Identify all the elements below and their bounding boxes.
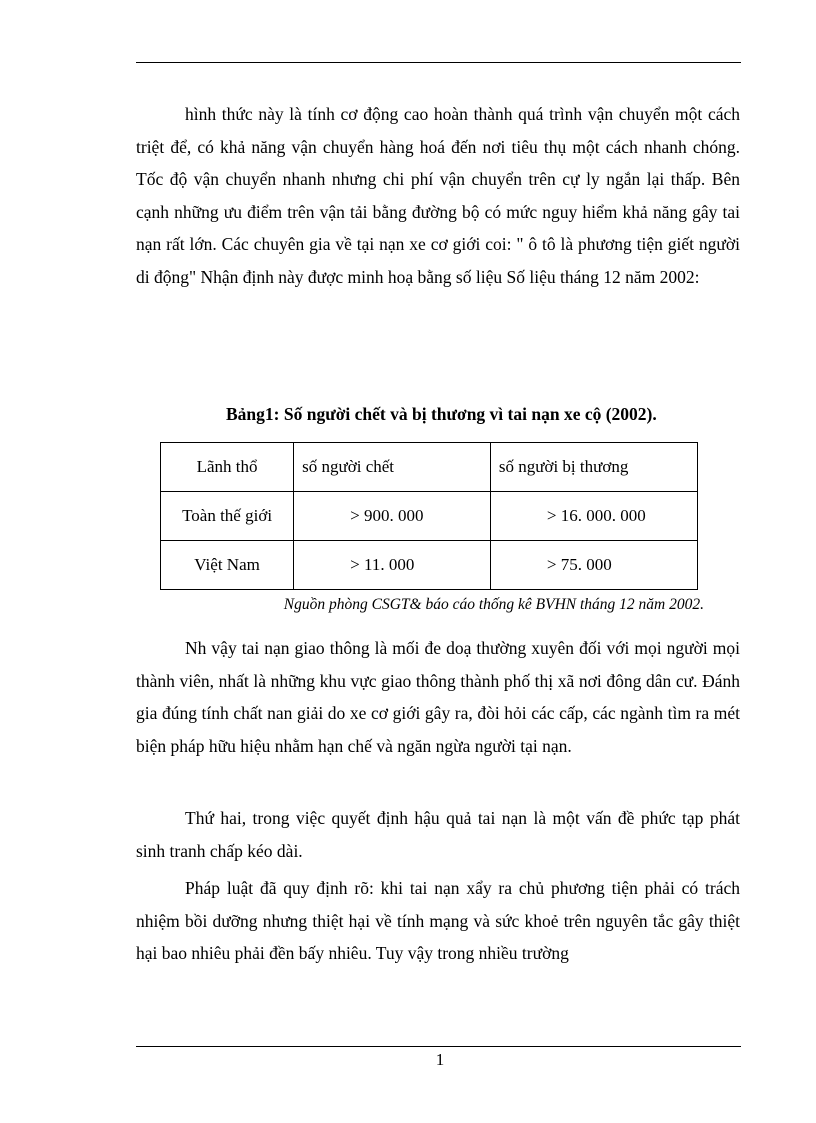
- header-rule: [136, 62, 741, 63]
- body-paragraph-3: Thứ hai, trong việc quyết định hậu quả tai nạn là một vấn đề phức tạp phát sinh tranh chấp kéo dài.: [136, 808, 740, 861]
- table-row: [161, 541, 698, 590]
- cell-injured: > 16. 000. 000: [490, 492, 697, 541]
- header-injured: số người bị thương: [490, 443, 697, 492]
- cell-injured: > 75. 000: [490, 541, 697, 590]
- cell-deaths: > 900. 000: [294, 492, 491, 541]
- footer-rule: [136, 1046, 741, 1047]
- table-row: [161, 492, 698, 541]
- accident-stats-table: [160, 442, 698, 590]
- header-territory: Lãnh thổ: [161, 443, 294, 492]
- cell-deaths: > 11. 000: [294, 541, 491, 590]
- table-source-note: Nguồn phòng CSGT& báo cáo thống kê BVHN tháng 12 năm 2002.: [283, 596, 704, 613]
- body-paragraph-2: Nh vậy tai nạn giao thông là mối đe doạ thường xuyên đối với mọi người mọi thành viên, nhất là những khu vực giao thông thành phố thị xã nơi đông dân cư. Đánh gia đúng tính chất nan giải do xe cơ giới gây ra, đòi hỏi các cấp, các ngành tìm ra mét biện pháp hữu hiệu nhằm hạn chế và ngăn ngừa người tại nạn.: [136, 638, 740, 756]
- table-header-row: [161, 443, 698, 492]
- table-caption: Bảng1: Số người chết và bị thương vì tai nạn xe cộ (2002).: [226, 404, 657, 424]
- body-paragraph-4: Pháp luật đã quy định rõ: khi tai nạn xẩy ra chủ phương tiện phải có trách nhiệm bồi dưỡng nhưng thiệt hại về tính mạng và sức khoẻ trên nguyên tắc gây thiệt hại bao nhiêu phải đền bấy nhiêu. Tuy vậy trong nhiều trường: [136, 878, 740, 963]
- body-paragraph-1: hình thức này là tính cơ động cao hoàn thành quá trình vận chuyển một cách triệt để, có khả năng vận chuyển hàng hoá đến nơi tiêu thụ một cách nhanh chóng. Tốc độ vận chuyển nhanh nhưng chi phí vận chuyển trên cự ly ngắn lại thấp. Bên cạnh những ưu điểm trên vận tải bằng đường bộ có mức nguy hiểm khả năng gây tai nạn rất lớn. Các chuyên gia về tại nạn xe cơ giới coi: " ô tô là phương tiện giết người di động" Nhận định này được minh hoạ bằng số liệu Số liệu tháng 12 năm 2002:: [136, 104, 740, 287]
- page-number: 1: [435, 1050, 445, 1069]
- cell-territory: Việt Nam: [161, 541, 294, 590]
- cell-territory: Toàn thế giới: [161, 492, 294, 541]
- header-deaths: số người chết: [294, 443, 491, 492]
